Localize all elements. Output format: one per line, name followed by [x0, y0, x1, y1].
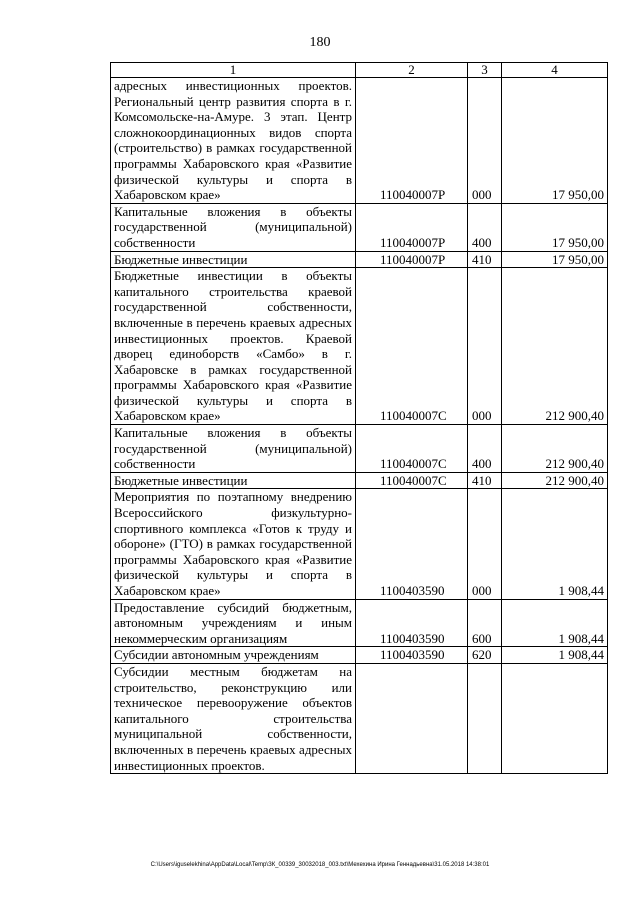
row-code: 110040007Р	[356, 203, 468, 251]
table-row	[111, 647, 608, 664]
row-amount: 212 900,40	[502, 268, 608, 425]
row-name: Предоставление субсидий бюджетным, автономным учреждениям и иным некоммерческим организациям	[111, 599, 356, 647]
row-amount: 17 950,00	[502, 203, 608, 251]
row-name: Капитальные вложения в объекты государственной (муниципальной) собственности	[111, 203, 356, 251]
row-name: Мероприятия по поэтапному внедрению Всероссийского физкультурно-спортивного комплекса «Готов к труду и обороне» (ГТО) в рамках государственной программы Хабаровского края «Развитие физической культуры и спорта в Хабаровском крае»	[111, 489, 356, 599]
row-name: адресных инвестиционных проектов. Региональный центр развития спорта в г. Комсомольске-на-Амуре. 3 этап. Центр сложнокоординационных видов спорта (строительство) в рамках государственной программы Хабаровского края «Развитие физической культуры и спорта в Хабаровском крае»	[111, 78, 356, 204]
row-type: 000	[468, 268, 502, 425]
table-row	[111, 203, 608, 251]
table-header-row	[111, 63, 608, 78]
header-name: 1	[111, 63, 356, 78]
table-row	[111, 599, 608, 647]
row-name: Субсидии местным бюджетам на строительство, реконструкцию или техническое перевооружение объектов капитального строительства муниципальной собственности, включенных в перечень краевых адресных инвестиционных проектов.	[111, 663, 356, 773]
row-type: 620	[468, 647, 502, 664]
table-row	[111, 268, 608, 425]
row-type	[468, 663, 502, 773]
table-row	[111, 663, 608, 773]
page-number: 180	[309, 35, 331, 50]
row-code: 110040007С	[356, 425, 468, 473]
table-row	[111, 472, 608, 489]
header-code: 2	[356, 63, 468, 78]
row-amount: 1 908,44	[502, 599, 608, 647]
row-code: 110040007С	[356, 268, 468, 425]
row-code: 1100403590	[356, 489, 468, 599]
row-name: Бюджетные инвестиции	[111, 472, 356, 489]
row-name: Бюджетные инвестиции	[111, 251, 356, 268]
row-amount: 1 908,44	[502, 647, 608, 664]
header-type: 3	[468, 63, 502, 78]
row-amount	[502, 663, 608, 773]
row-amount: 212 900,40	[502, 472, 608, 489]
row-code: 110040007Р	[356, 251, 468, 268]
row-code: 1100403590	[356, 599, 468, 647]
row-name: Бюджетные инвестиции в объекты капитального строительства краевой государственной собственности, включенные в перечень краевых адресных инвестиционных проектов. Краевой дворец единоборств «Самбо» в г. Хабаровске в рамках государственной программы Хабаровского края «Развитие физической культуры и спорта в Хабаровском крае»	[111, 268, 356, 425]
row-type: 410	[468, 251, 502, 268]
row-amount: 17 950,00	[502, 251, 608, 268]
row-type: 400	[468, 425, 502, 473]
table-row	[111, 78, 608, 204]
budget-table	[110, 62, 608, 774]
row-name: Капитальные вложения в объекты государственной (муниципальной) собственности	[111, 425, 356, 473]
file-path-footer: C:\Users\iguselekhina\AppData\Local\Temp\ЗК_00339_30032018_003.txt\Мехехина Ирина Геннадьевна\31.05.2018 14:38:01	[150, 862, 490, 868]
row-code: 110040007Р	[356, 78, 468, 204]
row-name: Субсидии автономным учреждениям	[111, 647, 356, 664]
row-code	[356, 663, 468, 773]
row-amount: 17 950,00	[502, 78, 608, 204]
row-type: 600	[468, 599, 502, 647]
row-type: 400	[468, 203, 502, 251]
table-row	[111, 489, 608, 599]
row-type: 410	[468, 472, 502, 489]
row-code: 110040007С	[356, 472, 468, 489]
row-type: 000	[468, 78, 502, 204]
row-type: 000	[468, 489, 502, 599]
header-amount: 4	[502, 63, 608, 78]
table-row	[111, 251, 608, 268]
row-amount: 212 900,40	[502, 425, 608, 473]
row-code: 1100403590	[356, 647, 468, 664]
table-row	[111, 425, 608, 473]
row-amount: 1 908,44	[502, 489, 608, 599]
